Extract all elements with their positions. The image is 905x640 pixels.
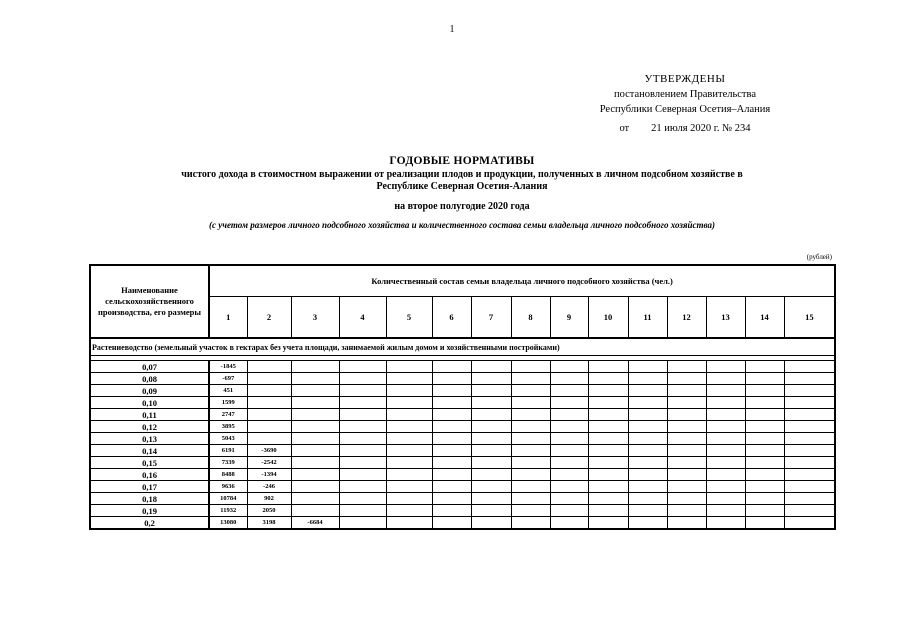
value-cell: -1394 — [247, 469, 291, 481]
value-cell — [550, 505, 588, 517]
value-cell — [291, 385, 339, 397]
table-row — [90, 505, 835, 517]
value-cell — [511, 469, 550, 481]
value-cell: 9636 — [209, 481, 247, 493]
value-cell: -1845 — [209, 361, 247, 373]
value-cell — [745, 481, 784, 493]
value-cell — [291, 505, 339, 517]
value-cell — [511, 385, 550, 397]
value-cell — [706, 421, 745, 433]
value-cell — [386, 409, 432, 421]
value-cell — [667, 469, 706, 481]
value-cell: 1599 — [209, 397, 247, 409]
approval-line-2: Республики Северная Осетия–Алания — [599, 104, 771, 115]
value-cell — [386, 385, 432, 397]
value-cell — [339, 373, 386, 385]
table-row — [90, 361, 835, 373]
value-cell — [784, 481, 835, 493]
value-cell: 13080 — [209, 517, 247, 530]
column-header-13: 13 — [706, 297, 745, 339]
value-cell — [471, 373, 511, 385]
norms-table — [89, 264, 836, 530]
column-header-8: 8 — [511, 297, 550, 339]
value-cell — [291, 469, 339, 481]
document-period: на второе полугодие 2020 года — [394, 201, 530, 212]
value-cell — [247, 361, 291, 373]
value-cell: 2747 — [209, 409, 247, 421]
value-cell — [784, 433, 835, 445]
value-cell — [471, 361, 511, 373]
value-cell — [432, 493, 471, 505]
value-cell — [745, 457, 784, 469]
row-size-cell: 0,15 — [90, 457, 209, 469]
value-cell — [667, 433, 706, 445]
value-cell — [471, 433, 511, 445]
value-cell: -3690 — [247, 445, 291, 457]
table-row — [90, 481, 835, 493]
value-cell — [588, 469, 628, 481]
value-cell — [784, 517, 835, 530]
column-header-2: 2 — [247, 297, 291, 339]
value-cell — [339, 445, 386, 457]
value-cell — [667, 373, 706, 385]
value-cell — [550, 445, 588, 457]
value-cell — [706, 385, 745, 397]
value-cell — [432, 481, 471, 493]
value-cell — [550, 433, 588, 445]
table-row — [90, 385, 835, 397]
table-row — [90, 397, 835, 409]
value-cell — [511, 421, 550, 433]
value-cell — [386, 433, 432, 445]
value-cell — [339, 505, 386, 517]
value-cell — [706, 445, 745, 457]
value-cell — [745, 469, 784, 481]
value-cell: 2050 — [247, 505, 291, 517]
value-cell — [745, 433, 784, 445]
column-header-11: 11 — [628, 297, 667, 339]
value-cell — [471, 457, 511, 469]
value-cell — [550, 469, 588, 481]
value-cell: 3895 — [209, 421, 247, 433]
value-cell: 6191 — [209, 445, 247, 457]
value-cell — [588, 409, 628, 421]
value-cell — [471, 445, 511, 457]
column-header-7: 7 — [471, 297, 511, 339]
value-cell — [706, 457, 745, 469]
value-cell — [291, 373, 339, 385]
value-cell: -246 — [247, 481, 291, 493]
value-cell — [432, 409, 471, 421]
value-cell — [784, 457, 835, 469]
value-cell — [745, 445, 784, 457]
approval-title: УТВЕРЖДЕНЫ — [644, 73, 726, 85]
value-cell — [588, 517, 628, 530]
value-cell — [471, 385, 511, 397]
value-cell — [291, 457, 339, 469]
value-cell — [386, 517, 432, 530]
value-cell — [628, 505, 667, 517]
value-cell — [667, 361, 706, 373]
value-cell — [291, 493, 339, 505]
approval-date-line — [580, 121, 790, 136]
value-cell — [386, 373, 432, 385]
value-cell — [386, 445, 432, 457]
value-cell — [550, 373, 588, 385]
value-cell — [588, 385, 628, 397]
value-cell — [667, 421, 706, 433]
row-size-cell: 0,11 — [90, 409, 209, 421]
table-row — [90, 493, 835, 505]
value-cell — [784, 409, 835, 421]
value-cell — [471, 493, 511, 505]
value-cell — [628, 409, 667, 421]
value-cell — [550, 493, 588, 505]
table-row — [90, 433, 835, 445]
value-cell — [745, 409, 784, 421]
value-cell — [471, 469, 511, 481]
value-cell — [550, 421, 588, 433]
value-cell — [784, 373, 835, 385]
value-cell — [511, 481, 550, 493]
row-size-cell: 0,18 — [90, 493, 209, 505]
value-cell — [386, 397, 432, 409]
value-cell — [745, 397, 784, 409]
value-cell — [706, 481, 745, 493]
value-cell — [432, 457, 471, 469]
table-row — [90, 469, 835, 481]
value-cell — [432, 373, 471, 385]
value-cell — [745, 517, 784, 530]
value-cell — [291, 433, 339, 445]
value-cell — [784, 505, 835, 517]
value-cell — [432, 505, 471, 517]
column-header-12: 12 — [667, 297, 706, 339]
value-cell — [784, 385, 835, 397]
value-cell — [784, 421, 835, 433]
value-cell: 7339 — [209, 457, 247, 469]
value-cell — [784, 469, 835, 481]
value-cell — [339, 469, 386, 481]
value-cell — [471, 421, 511, 433]
value-cell — [511, 361, 550, 373]
value-cell — [706, 433, 745, 445]
value-cell — [511, 493, 550, 505]
table-row — [90, 373, 835, 385]
value-cell — [550, 409, 588, 421]
value-cell — [667, 397, 706, 409]
value-cell — [339, 481, 386, 493]
value-cell — [247, 421, 291, 433]
value-cell — [291, 481, 339, 493]
value-cell — [628, 373, 667, 385]
row-size-cell: 0,10 — [90, 397, 209, 409]
value-cell — [588, 373, 628, 385]
value-cell — [511, 397, 550, 409]
column-header-14: 14 — [745, 297, 784, 339]
value-cell — [339, 397, 386, 409]
value-cell — [339, 421, 386, 433]
value-cell — [386, 421, 432, 433]
value-cell — [745, 373, 784, 385]
row-size-cell: 0,16 — [90, 469, 209, 481]
value-cell — [432, 385, 471, 397]
value-cell — [339, 433, 386, 445]
value-cell — [291, 397, 339, 409]
value-cell — [550, 457, 588, 469]
row-size-cell: 0,2 — [90, 517, 209, 530]
value-cell — [247, 409, 291, 421]
value-cell — [432, 421, 471, 433]
value-cell — [432, 517, 471, 530]
value-cell — [511, 433, 550, 445]
value-cell — [386, 481, 432, 493]
value-cell — [706, 373, 745, 385]
value-cell — [291, 409, 339, 421]
value-cell — [339, 457, 386, 469]
value-cell — [628, 361, 667, 373]
value-cell — [550, 385, 588, 397]
page-number: 1 — [449, 24, 455, 35]
value-cell — [706, 469, 745, 481]
value-cell — [784, 493, 835, 505]
row-size-cell: 0,08 — [90, 373, 209, 385]
table-row — [90, 445, 835, 457]
value-cell — [247, 385, 291, 397]
column-header-4: 4 — [339, 297, 386, 339]
value-cell — [339, 361, 386, 373]
value-cell — [588, 505, 628, 517]
value-cell: 5043 — [209, 433, 247, 445]
value-cell — [247, 373, 291, 385]
table-row — [90, 517, 835, 530]
section-row — [90, 338, 835, 356]
value-cell — [628, 493, 667, 505]
value-cell — [471, 481, 511, 493]
value-cell — [386, 361, 432, 373]
value-cell — [339, 493, 386, 505]
value-cell — [386, 505, 432, 517]
row-size-cell: 0,09 — [90, 385, 209, 397]
value-cell — [667, 481, 706, 493]
value-cell — [706, 493, 745, 505]
table-row — [90, 457, 835, 469]
value-cell — [550, 517, 588, 530]
value-cell — [784, 445, 835, 457]
approval-line-1: постановлением Правительства — [613, 89, 756, 100]
value-cell — [667, 493, 706, 505]
value-cell — [511, 373, 550, 385]
value-cell — [471, 517, 511, 530]
approval-block — [580, 72, 790, 136]
value-cell — [588, 433, 628, 445]
value-cell — [667, 457, 706, 469]
value-cell — [588, 445, 628, 457]
value-cell — [291, 361, 339, 373]
value-cell — [386, 457, 432, 469]
value-cell — [339, 385, 386, 397]
document-subtitle-1: чистого дохода в стоимостном выражении от реализации плодов и продукции, полученных в личном подсобном хозяйстве в — [181, 169, 743, 180]
document-subtitle-2: Республике Северная Осетия-Алания — [376, 181, 548, 192]
value-cell — [247, 433, 291, 445]
value-cell — [588, 481, 628, 493]
value-cell — [432, 469, 471, 481]
value-cell — [588, 421, 628, 433]
value-cell — [628, 469, 667, 481]
column-header-6: 6 — [432, 297, 471, 339]
row-size-cell: 0,19 — [90, 505, 209, 517]
value-cell — [628, 517, 667, 530]
value-cell — [291, 421, 339, 433]
value-cell — [588, 493, 628, 505]
value-cell — [667, 385, 706, 397]
value-cell — [628, 457, 667, 469]
row-size-cell: 0,14 — [90, 445, 209, 457]
table-body — [90, 338, 835, 529]
value-cell — [667, 517, 706, 530]
approval-from: от — [619, 123, 630, 134]
value-cell — [550, 397, 588, 409]
value-cell — [706, 361, 745, 373]
approval-date: 21 июля 2020 г. № 234 — [651, 123, 751, 134]
value-cell — [588, 397, 628, 409]
header-name-cell: Наименование сельскохозяйственного производства, его размеры — [90, 265, 209, 338]
value-cell — [550, 361, 588, 373]
value-cell — [247, 397, 291, 409]
section-title: Растениеводство (земельный участок в гектарах без учета площади, занимаемой жилым домом и хозяйственными постройками) — [90, 338, 835, 356]
value-cell — [667, 409, 706, 421]
document-heading — [90, 154, 834, 230]
value-cell — [784, 397, 835, 409]
value-cell — [511, 445, 550, 457]
column-header-5: 5 — [386, 297, 432, 339]
value-cell — [706, 517, 745, 530]
value-cell — [432, 445, 471, 457]
column-header-3: 3 — [291, 297, 339, 339]
value-cell — [628, 445, 667, 457]
value-cell — [471, 505, 511, 517]
column-header-10: 10 — [588, 297, 628, 339]
value-cell — [706, 397, 745, 409]
value-cell — [745, 385, 784, 397]
value-cell: 11932 — [209, 505, 247, 517]
value-cell — [706, 505, 745, 517]
row-size-cell: 0,17 — [90, 481, 209, 493]
table-row — [90, 409, 835, 421]
value-cell — [628, 481, 667, 493]
value-cell — [511, 457, 550, 469]
value-cell — [588, 361, 628, 373]
table-header-row-1 — [90, 265, 835, 297]
value-cell — [432, 361, 471, 373]
value-cell — [745, 505, 784, 517]
document-title: ГОДОВЫЕ НОРМАТИВЫ — [389, 155, 535, 167]
value-cell — [667, 505, 706, 517]
value-cell — [628, 421, 667, 433]
value-cell — [511, 517, 550, 530]
value-cell — [339, 517, 386, 530]
value-cell — [386, 493, 432, 505]
value-cell — [511, 505, 550, 517]
value-cell — [628, 397, 667, 409]
value-cell — [628, 433, 667, 445]
value-cell — [745, 421, 784, 433]
value-cell — [628, 385, 667, 397]
value-cell — [745, 493, 784, 505]
row-size-cell: 0,13 — [90, 433, 209, 445]
value-cell: 10784 — [209, 493, 247, 505]
value-cell: -697 — [209, 373, 247, 385]
document-note: (с учетом размеров личного подсобного хозяйства и количественного состава семьи владельца личного подсобного хозяйства) — [209, 220, 715, 230]
value-cell — [706, 409, 745, 421]
value-cell — [511, 409, 550, 421]
column-header-15: 15 — [784, 297, 835, 339]
column-header-1: 1 — [209, 297, 247, 339]
value-cell — [550, 481, 588, 493]
value-cell — [784, 361, 835, 373]
value-cell — [471, 409, 511, 421]
value-cell: -2542 — [247, 457, 291, 469]
column-header-9: 9 — [550, 297, 588, 339]
header-group-cell: Количественный состав семьи владельца личного подсобного хозяйства (чел.) — [209, 265, 835, 297]
table-row — [90, 421, 835, 433]
row-size-cell: 0,12 — [90, 421, 209, 433]
value-cell — [291, 445, 339, 457]
value-cell: 902 — [247, 493, 291, 505]
value-cell — [588, 457, 628, 469]
value-cell — [432, 433, 471, 445]
value-cell: -6684 — [291, 517, 339, 530]
value-cell — [745, 361, 784, 373]
value-cell — [386, 469, 432, 481]
value-cell: 8488 — [209, 469, 247, 481]
units-label: (рублей) — [806, 253, 832, 261]
row-size-cell: 0,07 — [90, 361, 209, 373]
value-cell: 451 — [209, 385, 247, 397]
value-cell: 3198 — [247, 517, 291, 530]
value-cell — [667, 445, 706, 457]
value-cell — [339, 409, 386, 421]
value-cell — [432, 397, 471, 409]
value-cell — [471, 397, 511, 409]
